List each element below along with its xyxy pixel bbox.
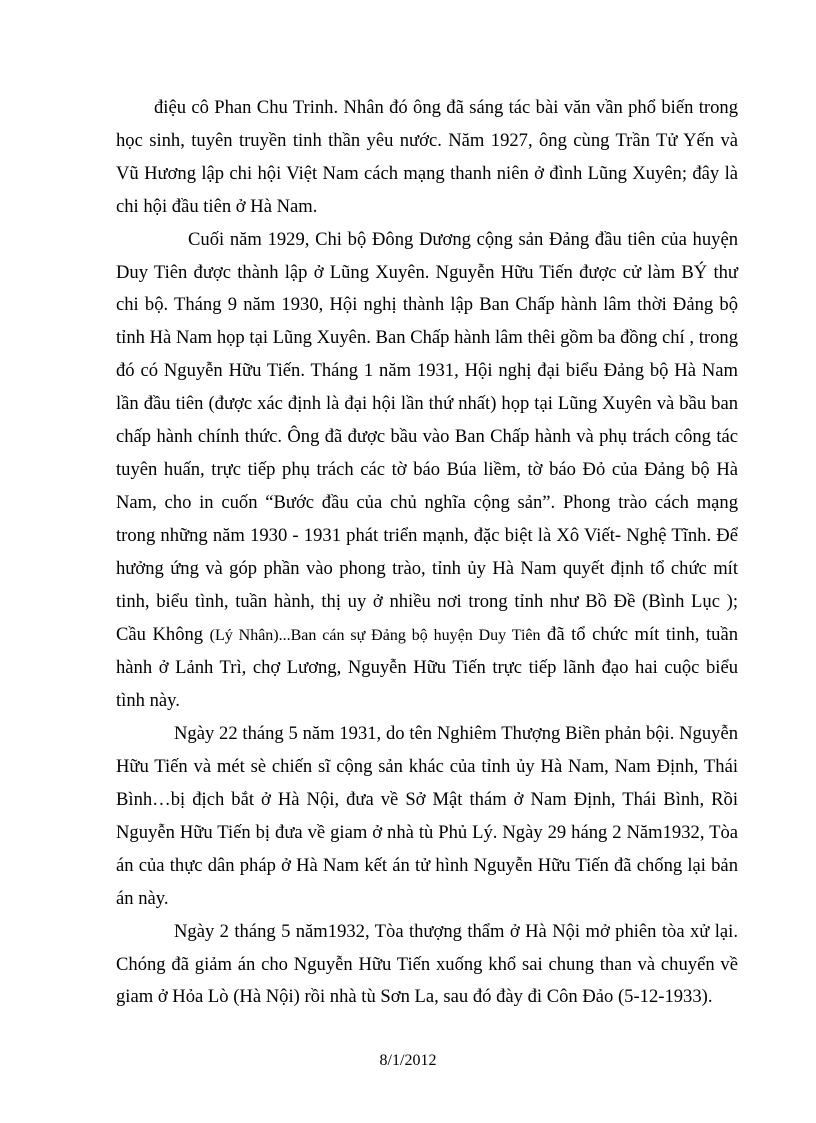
body-text xyxy=(116,92,738,1014)
paragraph-1931-arrest: Ngày 22 tháng 5 năm 1931, do tên Nghiêm Thượng Biền phản bội. Nguyễn Hữu Tiến và mét sè chiến sĩ cộng sản khác của tỉnh ủy Hà Nam, Nam Định, Thái Bình…bị địch bắt ở Hà Nội, đưa về Sở Mật thám ở Nam Định, Thái Bình, Rồi Nguyễn Hữu Tiến bị đưa về giam ở nhà tù Phủ Lý. Ngày 29 háng 2 Năm1932, Tòa án của thực dân pháp ở Hà Nam kết án tử hình Nguyễn Hữu Tiến đã chống lại bản án này. xyxy=(116,723,738,909)
paragraph-1929-party-cell xyxy=(116,224,738,719)
paragraph-1929-text: Cuối năm 1929, Chi bộ Đông Dương cộng sản Đảng đầu tiên của huyện Duy Tiên được thành lập ở Lũng Xuyên. Nguyễn Hữu Tiến được cử làm BÝ thư chi bộ. Tháng 9 năm 1930, Hội nghị thành lập Ban Chấp hành lâm thời Đảng bộ tỉnh Hà Nam họp tại Lũng Xuyên. Ban Chấp hành lâm thêi gồm ba đồng chí , trong đó có Nguyễn Hữu Tiến. Tháng 1 năm 1931, Hội nghị đại biểu Đảng bộ Hà Nam lần đầu tiên (được xác định là đại hội lần thứ nhất) họp tại Lũng Xuyên và bầu ban chấp hành chính thức. Ông đã được bầu vào Ban Chấp hành và phụ trách công tác tuyên huấn, trực tiếp phụ trách các tờ báo Búa liềm, tờ báo Đỏ của Đảng bộ Hà Nam, cho in cuốn “Bước đầu của chủ nghĩa cộng sản”. Phong trào cách mạng trong những năm 1930 - 1931 phát triển mạnh, đặc biệt là Xô Viết- Nghệ Tĩnh. Để hưởng ứng và góp phần vào phong trào, tỉnh ủy Hà Nam quyết định tổ chức mít tinh, biểu tình, tuần hành, thị uy ở nhiều nơi trong tỉnh như Bồ Đề (Bình Lục ); Cầu Không xyxy=(116,228,738,645)
paragraph-1932-retrial: Ngày 2 tháng 5 năm1932, Tòa thượng thẩm ở Hà Nội mở phiên tòa xử lại. Chóng đã giảm án cho Nguyễn Hữu Tiến xuống khổ sai chung than và chuyển về giam ở Hỏa Lò (Hà Nội) rồi nhà tù Sơn La, sau đó đày đi Côn Đảo (5-12-1933). xyxy=(116,920,738,1008)
paragraph-continuation: điệu cô Phan Chu Trinh. Nhân đó ông đã sáng tác bài văn vần phổ biến trong học sinh, tuyên truyền tinh thần yêu nước. Năm 1927, ông cùng Trần Tử Yến và Vũ Hương lập chi hội Việt Nam cách mạng thanh niên ở đình Lũng Xuyên; đây là chi hội đầu tiên ở Hà Nam. xyxy=(116,97,738,217)
footer-date: 8/1/2012 xyxy=(379,1052,437,1069)
paragraph-1929-inline-note: (Lý Nhân)...Ban cán sự Đảng bộ huyện Duy Tiên xyxy=(209,626,541,644)
paragraph-1929-text-end: đã tổ chức mít tinh, tuần hành ở Lảnh Trì, chợ Lương, Nguyễn Hữu Tiến trực tiếp lãnh đạo hai cuộc biểu tình này. xyxy=(116,623,738,712)
